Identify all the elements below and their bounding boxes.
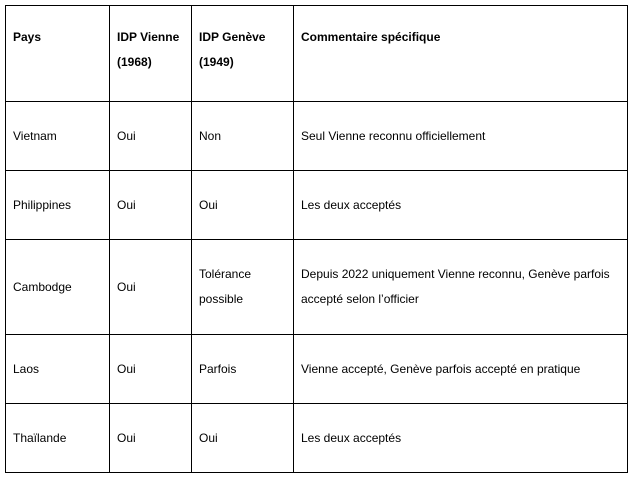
cell-idp-geneve: Parfois [192,335,294,404]
cell-commentaire: Seul Vienne reconnu officiellement [294,102,628,171]
cell-idp-geneve: Non [192,102,294,171]
cell-pays: Laos [6,335,110,404]
cell-pays: Thaïlande [6,404,110,473]
header-pays: Pays [6,6,110,102]
cell-pays: Cambodge [6,240,110,335]
cell-commentaire: Depuis 2022 uniquement Vienne reconnu, Genève parfois accepté selon l’officier [294,240,628,335]
cell-idp-geneve: Oui [192,171,294,240]
table-row [6,404,628,473]
cell-idp-vienne: Oui [110,404,192,473]
cell-idp-vienne: Oui [110,240,192,335]
header-idp-geneve: IDP Genève (1949) [192,6,294,102]
cell-commentaire: Vienne accepté, Genève parfois accepté en pratique [294,335,628,404]
table-row [6,240,628,335]
table-header-row [6,6,628,102]
header-commentaire: Commentaire spécifique [294,6,628,102]
cell-idp-vienne: Oui [110,335,192,404]
cell-commentaire: Les deux acceptés [294,171,628,240]
cell-idp-geneve: Oui [192,404,294,473]
table-row [6,171,628,240]
cell-idp-vienne: Oui [110,171,192,240]
cell-commentaire: Les deux acceptés [294,404,628,473]
table-row [6,335,628,404]
comparison-table [5,5,628,473]
cell-pays: Vietnam [6,102,110,171]
cell-idp-geneve: Tolérance possible [192,240,294,335]
cell-idp-vienne: Oui [110,102,192,171]
table-row [6,102,628,171]
cell-pays: Philippines [6,171,110,240]
header-idp-vienne: IDP Vienne (1968) [110,6,192,102]
